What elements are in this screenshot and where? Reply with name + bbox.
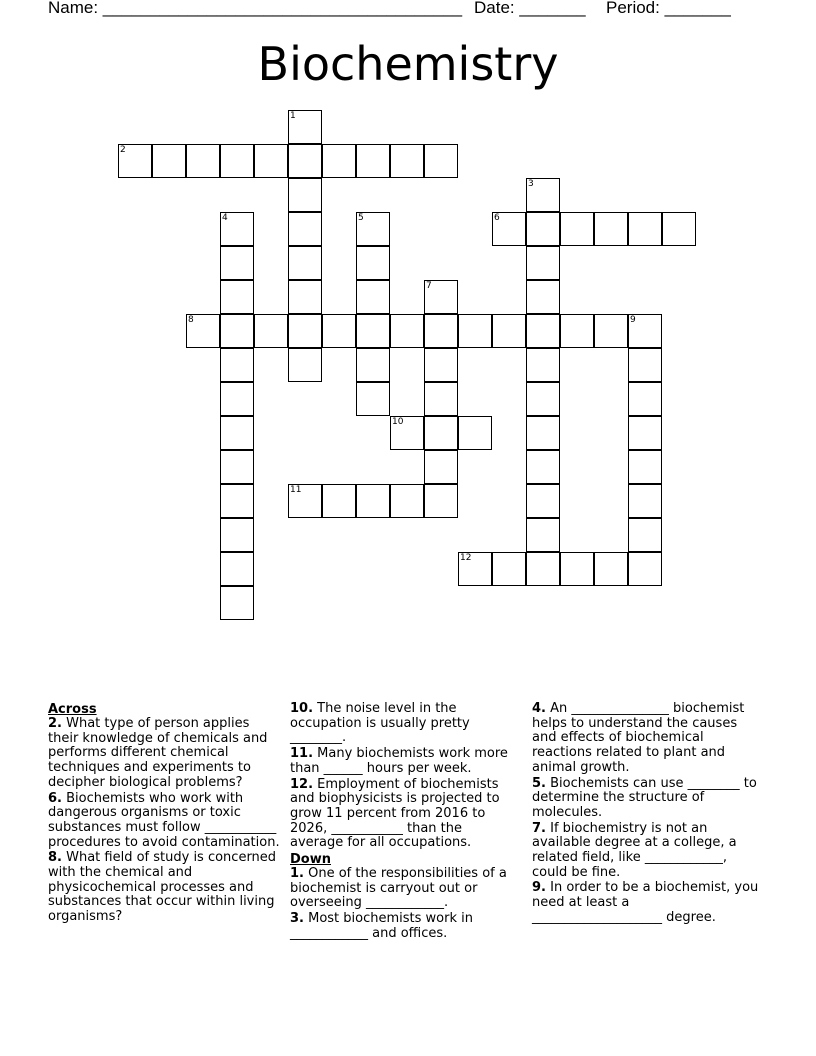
clue-number: 10: [392, 417, 404, 427]
clue-number: 3: [528, 179, 534, 189]
grid-cell[interactable]: [288, 178, 322, 212]
clue-number: 4: [222, 213, 228, 223]
grid-cell[interactable]: [220, 280, 254, 314]
grid-cell[interactable]: [526, 212, 560, 246]
grid-cell[interactable]: [356, 212, 390, 246]
clue-number: 9: [630, 315, 636, 325]
clue-number: 2: [120, 145, 126, 155]
grid-cell[interactable]: [492, 314, 526, 348]
grid-cell[interactable]: [220, 484, 254, 518]
grid-cell[interactable]: [322, 484, 356, 518]
grid-cell[interactable]: [390, 416, 424, 450]
grid-cell[interactable]: [288, 144, 322, 178]
grid-cell[interactable]: [560, 314, 594, 348]
grid-cell[interactable]: [356, 246, 390, 280]
grid-cell[interactable]: [424, 144, 458, 178]
grid-cell[interactable]: [220, 144, 254, 178]
across-clue: 8. What field of study is concerned with the chemical and physicochemical processes and substances that occur within living organisms?: [48, 850, 277, 925]
grid-cell[interactable]: [288, 484, 322, 518]
clue-number: 1: [290, 111, 296, 121]
grid-cell[interactable]: [424, 450, 458, 484]
grid-cell[interactable]: [220, 450, 254, 484]
grid-cell[interactable]: [356, 382, 390, 416]
grid-cell[interactable]: [220, 518, 254, 552]
grid-cell[interactable]: [288, 280, 322, 314]
grid-cell[interactable]: [628, 484, 662, 518]
grid-cell[interactable]: [526, 280, 560, 314]
grid-cell[interactable]: [526, 178, 560, 212]
grid-cell[interactable]: [254, 144, 288, 178]
grid-cell[interactable]: [526, 450, 560, 484]
grid-cell[interactable]: [526, 246, 560, 280]
grid-cell[interactable]: [628, 552, 662, 586]
grid-cell[interactable]: [220, 382, 254, 416]
grid-cell[interactable]: [288, 314, 322, 348]
grid-cell[interactable]: [288, 212, 322, 246]
down-clue: 5. Biochemists can use ________ to determine the structure of molecules.: [532, 775, 757, 820]
grid-cell[interactable]: [424, 416, 458, 450]
grid-cell[interactable]: [628, 212, 662, 246]
grid-cell[interactable]: [220, 552, 254, 586]
down-clue: 9. In order to be a biochemist, you need at least a ____________________ degree.: [532, 880, 759, 925]
grid-cell[interactable]: [458, 314, 492, 348]
grid-cell[interactable]: [220, 314, 254, 348]
clue-number: 8: [188, 315, 194, 325]
across-clue: 2. What type of person applies their knowledge of chemicals and performs different chemical techniques and experiments to decipher biological problems?: [48, 716, 268, 790]
grid-cell[interactable]: [220, 586, 254, 620]
grid-cell[interactable]: [492, 212, 526, 246]
clue-column-1: [48, 702, 280, 926]
grid-cell[interactable]: [254, 314, 288, 348]
across-clue: 6. Biochemists who work with dangerous organisms or toxic substances must follow ___________ procedures to avoid contamination.: [48, 790, 280, 850]
grid-cell[interactable]: [424, 280, 458, 314]
grid-cell[interactable]: [152, 144, 186, 178]
clue-number: 5: [358, 213, 364, 223]
grid-cell[interactable]: [492, 552, 526, 586]
grid-cell[interactable]: [628, 382, 662, 416]
down-clue: 7. If biochemistry is not an available degree at a college, a related field, like ____________, could be fine.: [532, 820, 737, 880]
grid-cell[interactable]: [424, 382, 458, 416]
date-field[interactable]: Date: _______: [474, 0, 586, 17]
grid-cell[interactable]: [356, 348, 390, 382]
grid-cell[interactable]: [220, 212, 254, 246]
grid-cell[interactable]: [390, 314, 424, 348]
grid-cell[interactable]: [220, 416, 254, 450]
grid-cell[interactable]: [356, 314, 390, 348]
down-clue: 4. An _______________ biochemist helps to understand the causes and effects of biochemical reactions related to plant and animal growth.: [532, 701, 745, 775]
grid-cell[interactable]: [526, 484, 560, 518]
grid-cell[interactable]: [628, 450, 662, 484]
grid-cell[interactable]: [356, 144, 390, 178]
clue-number: 12: [460, 553, 472, 563]
puzzle-title: Biochemistry: [257, 37, 559, 91]
grid-cell[interactable]: [288, 110, 322, 144]
grid-cell[interactable]: [288, 348, 322, 382]
grid-cell[interactable]: [628, 348, 662, 382]
clue-number: 11: [290, 485, 302, 495]
grid-cell[interactable]: [560, 212, 594, 246]
grid-cell[interactable]: [458, 416, 492, 450]
down-clue: 1. One of the responsibilities of a biochemist is carryout out or overseeing ____________.: [290, 866, 507, 911]
down-heading: Down: [290, 852, 331, 868]
grid-cell[interactable]: [390, 144, 424, 178]
grid-cell[interactable]: [118, 144, 152, 178]
across-clue: 12. Employment of biochemists and biophysicists is projected to grow 11 percent from 2016 to 2026, ___________ than the average for all occupations.: [290, 776, 500, 851]
clue-number: 6: [494, 213, 500, 223]
grid-cell[interactable]: [594, 212, 628, 246]
grid-cell[interactable]: [356, 484, 390, 518]
grid-cell[interactable]: [560, 552, 594, 586]
grid-cell[interactable]: [628, 314, 662, 348]
clue-number: 7: [426, 281, 432, 291]
across-clue: 10. The noise level in the occupation is usually pretty ________.: [290, 701, 470, 746]
across-heading: Across: [48, 702, 97, 717]
grid-cell[interactable]: [628, 416, 662, 450]
grid-cell[interactable]: [526, 348, 560, 382]
clue-column-2: [290, 702, 516, 943]
grid-cell[interactable]: [220, 246, 254, 280]
grid-cell[interactable]: [390, 484, 424, 518]
grid-cell[interactable]: [186, 144, 220, 178]
grid-cell[interactable]: [458, 552, 492, 586]
grid-cell[interactable]: [526, 518, 560, 552]
across-clue: 11. Many biochemists work more than ______ hours per week.: [290, 746, 508, 776]
grid-cell[interactable]: [424, 314, 458, 348]
grid-cell[interactable]: [322, 314, 356, 348]
period-field[interactable]: Period: _______: [606, 0, 731, 17]
name-field[interactable]: Name: ______________________________________: [48, 0, 463, 17]
grid-cell[interactable]: [220, 348, 254, 382]
grid-cell[interactable]: [322, 144, 356, 178]
grid-cell[interactable]: [594, 314, 628, 348]
grid-cell[interactable]: [424, 348, 458, 382]
clue-column-3: [532, 702, 762, 927]
grid-cell[interactable]: [526, 552, 560, 586]
grid-cell[interactable]: [594, 552, 628, 586]
grid-cell[interactable]: [662, 212, 696, 246]
grid-cell[interactable]: [526, 314, 560, 348]
down-clue: 3. Most biochemists work in ____________ and offices.: [290, 911, 473, 941]
grid-cell[interactable]: [628, 518, 662, 552]
grid-cell[interactable]: [186, 314, 220, 348]
grid-cell[interactable]: [288, 246, 322, 280]
grid-cell[interactable]: [424, 484, 458, 518]
grid-cell[interactable]: [526, 382, 560, 416]
grid-cell[interactable]: [526, 416, 560, 450]
grid-cell[interactable]: [356, 280, 390, 314]
